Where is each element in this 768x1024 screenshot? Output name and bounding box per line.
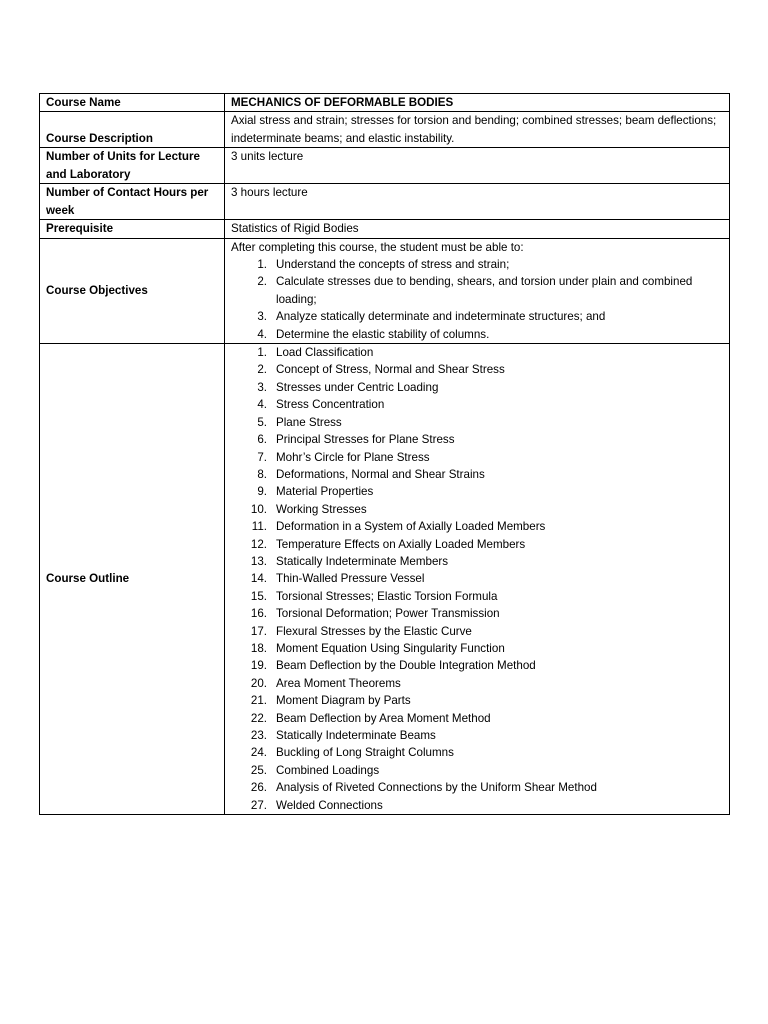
list-item-number: 3.	[257, 310, 267, 324]
list-item	[231, 431, 723, 448]
objectives-list	[231, 256, 723, 343]
list-item-text: Determine the elastic stability of columns.	[276, 327, 490, 341]
list-item	[231, 710, 723, 727]
list-item-number: 6.	[257, 433, 267, 447]
list-item	[231, 536, 723, 553]
list-item	[231, 256, 723, 273]
list-item-number: 2.	[257, 275, 267, 289]
list-item	[231, 308, 723, 325]
list-item-number: 18.	[250, 641, 267, 655]
list-item-number: 25.	[250, 763, 267, 777]
outline-list	[231, 344, 723, 814]
list-item-number: 17.	[250, 624, 267, 638]
list-item	[231, 483, 723, 500]
list-item-number: 20.	[250, 676, 267, 690]
list-item-text: Deformations, Normal and Shear Strains	[276, 467, 485, 481]
list-item	[231, 797, 723, 814]
prerequisite-label: Prerequisite	[40, 220, 225, 238]
list-item-number: 2.	[257, 363, 267, 377]
list-item-text: Principal Stresses for Plane Stress	[276, 433, 455, 447]
objectives-intro: After completing this course, the student must be able to:	[231, 240, 524, 254]
objectives-cell	[225, 238, 730, 343]
list-item-text: Deformation in a System of Axially Loaded Members	[276, 520, 546, 534]
list-item	[231, 326, 723, 343]
outline-label: Course Outline	[40, 344, 225, 815]
list-item	[231, 692, 723, 709]
list-item	[231, 361, 723, 378]
list-item	[231, 273, 723, 308]
list-item-text: Plane Stress	[276, 415, 342, 429]
list-item	[231, 623, 723, 640]
list-item-number: 13.	[250, 554, 267, 568]
list-item-text: Combined Loadings	[276, 763, 380, 777]
list-item-number: 14.	[250, 572, 267, 586]
objectives-row	[40, 238, 730, 343]
list-item-text: Torsional Stresses; Elastic Torsion Formula	[276, 589, 498, 603]
list-item-number: 15.	[250, 589, 267, 603]
list-item	[231, 414, 723, 431]
list-item-text: Working Stresses	[276, 502, 367, 516]
list-item-text: Moment Equation Using Singularity Function	[276, 641, 505, 655]
list-item-text: Concept of Stress, Normal and Shear Stress	[276, 363, 505, 377]
units-row	[40, 148, 730, 184]
list-item-number: 9.	[257, 485, 267, 499]
list-item-number: 26.	[250, 781, 267, 795]
list-item-number: 7.	[257, 450, 267, 464]
course-syllabus-table	[39, 93, 730, 815]
contact-hours-label: Number of Contact Hours per week	[40, 184, 225, 220]
list-item-number: 4.	[257, 398, 267, 412]
list-item-text: Understand the concepts of stress and strain;	[276, 258, 510, 272]
list-item	[231, 779, 723, 796]
list-item-text: Welded Connections	[276, 798, 383, 812]
prerequisite-value: Statistics of Rigid Bodies	[225, 220, 730, 238]
list-item-number: 3.	[257, 380, 267, 394]
list-item-text: Material Properties	[276, 485, 374, 499]
list-item	[231, 553, 723, 570]
prerequisite-row	[40, 220, 730, 238]
list-item-text: Thin-Walled Pressure Vessel	[276, 572, 425, 586]
list-item	[231, 449, 723, 466]
list-item-number: 1.	[257, 346, 267, 360]
list-item	[231, 570, 723, 587]
list-item	[231, 501, 723, 518]
list-item-number: 11.	[251, 520, 267, 534]
list-item	[231, 396, 723, 413]
units-label: Number of Units for Lecture and Laboratory	[40, 148, 225, 184]
course-name-value: MECHANICS OF DEFORMABLE BODIES	[225, 94, 730, 112]
list-item-text: Moment Diagram by Parts	[276, 694, 411, 708]
list-item-text: Beam Deflection by the Double Integration Method	[276, 659, 536, 673]
list-item	[231, 466, 723, 483]
list-item-number: 1.	[257, 258, 267, 272]
list-item-text: Beam Deflection by Area Moment Method	[276, 711, 491, 725]
list-item-text: Area Moment Theorems	[276, 676, 401, 690]
list-item-number: 5.	[257, 415, 267, 429]
list-item-text: Statically Indeterminate Members	[276, 554, 449, 568]
list-item-number: 22.	[250, 711, 267, 725]
list-item-text: Load Classification	[276, 346, 374, 360]
list-item-text: Stress Concentration	[276, 398, 385, 412]
course-description-value: Axial stress and strain; stresses for torsion and bending; combined stresses; beam deflections; indeterminate beams; and elastic instability.	[225, 112, 730, 148]
objectives-label: Course Objectives	[40, 238, 225, 343]
list-item	[231, 605, 723, 622]
list-item	[231, 744, 723, 761]
list-item-number: 23.	[250, 729, 267, 742]
course-description-label: Course Description	[40, 112, 225, 148]
list-item-number: 12.	[250, 537, 267, 551]
contact-hours-row	[40, 184, 730, 220]
list-item	[231, 640, 723, 657]
list-item-text: Analyze statically determinate and indeterminate structures; and	[276, 310, 606, 324]
list-item-number: 27.	[250, 798, 267, 812]
list-item	[231, 344, 723, 361]
course-name-row	[40, 94, 730, 112]
units-value: 3 units lecture	[225, 148, 730, 184]
list-item	[231, 518, 723, 535]
outline-row	[40, 344, 730, 815]
list-item-text: Calculate stresses due to bending, shears, and torsion under plain and combined loading;	[276, 275, 693, 306]
list-item-number: 8.	[257, 467, 267, 481]
list-item-number: 16.	[250, 607, 267, 621]
list-item	[231, 675, 723, 692]
list-item-text: Temperature Effects on Axially Loaded Members	[276, 537, 526, 551]
list-item	[231, 762, 723, 779]
list-item-number: 4.	[257, 327, 267, 341]
contact-hours-value: 3 hours lecture	[225, 184, 730, 220]
list-item-text: Analysis of Riveted Connections by the Uniform Shear Method	[276, 781, 597, 795]
list-item	[231, 379, 723, 396]
list-item-number: 10.	[250, 502, 267, 516]
list-item-text: Buckling of Long Straight Columns	[276, 746, 454, 760]
list-item-number: 21.	[250, 694, 267, 708]
list-item	[231, 588, 723, 605]
outline-cell	[225, 344, 730, 815]
course-name-label: Course Name	[40, 94, 225, 112]
list-item	[231, 727, 723, 744]
course-description-row	[40, 112, 730, 148]
list-item-text: Torsional Deformation; Power Transmission	[276, 607, 500, 621]
list-item-text: Mohr’s Circle for Plane Stress	[276, 450, 430, 464]
list-item-number: 24.	[250, 746, 267, 760]
list-item-number: 19.	[250, 659, 267, 673]
list-item-text: Stresses under Centric Loading	[276, 380, 439, 394]
list-item-text: Statically Indeterminate Beams	[276, 729, 436, 742]
list-item	[231, 657, 723, 674]
list-item-text: Flexural Stresses by the Elastic Curve	[276, 624, 472, 638]
